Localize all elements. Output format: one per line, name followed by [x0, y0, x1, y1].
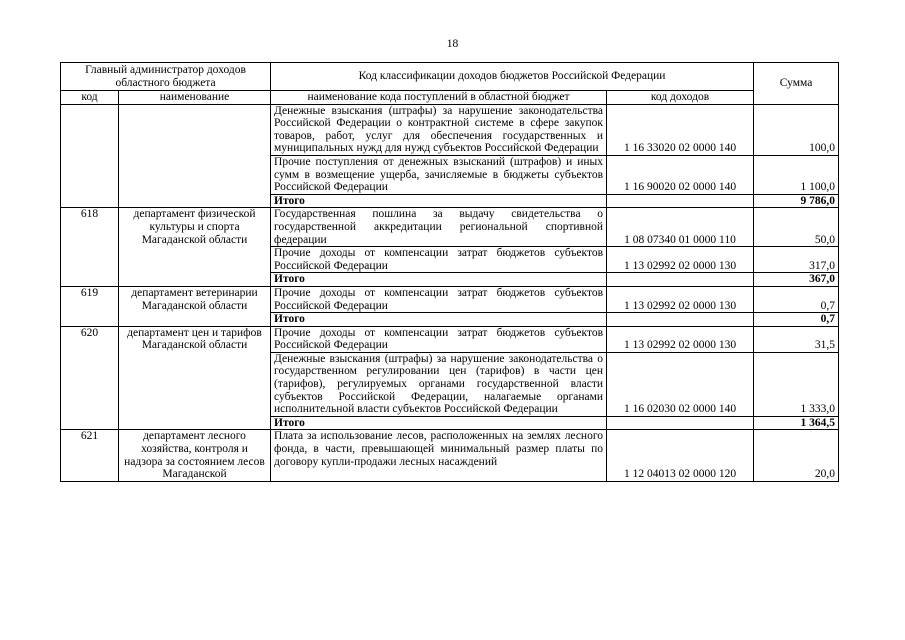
income-sum: 0,7 [754, 286, 839, 312]
header-col-name: наименование [119, 91, 271, 105]
header-sum: Сумма [754, 63, 839, 105]
admin-name: департамент цен и тарифов Магаданской области [119, 326, 271, 430]
income-sum: 1 100,0 [754, 155, 839, 194]
income-code [607, 194, 754, 208]
income-code: 1 13 02992 02 0000 130 [607, 286, 754, 312]
admin-name: департамент ветеринарии Магаданской области [119, 286, 271, 326]
table-row [61, 430, 839, 481]
income-description: Денежные взыскания (штрафы) за нарушение законодательства о государственном регулировании цен (тарифов) в части цен (тарифов), регулируемых органами государственной власти субъектов Российской Федерации, налагаемые органами исполнительной власти субъектов Российской Федерации [271, 352, 607, 416]
income-code: 1 08 07340 01 0000 110 [607, 208, 754, 247]
header-col-code: код [61, 91, 119, 105]
income-code: 1 12 04013 02 0000 120 [607, 430, 754, 481]
total-label: Итого [271, 313, 607, 327]
total-sum: 0,7 [754, 313, 839, 327]
total-sum: 367,0 [754, 273, 839, 287]
income-description: Прочие доходы от компенсации затрат бюджетов субъектов Российской Федерации [271, 247, 607, 273]
income-description: Государственная пошлина за выдачу свидетельства о государственной аккредитации региональной спортивной федерации [271, 208, 607, 247]
total-sum: 1 364,5 [754, 416, 839, 430]
income-code: 1 13 02992 02 0000 130 [607, 247, 754, 273]
income-sum: 20,0 [754, 430, 839, 481]
total-sum: 9 786,0 [754, 194, 839, 208]
admin-name: департамент лесного хозяйства, контроля и надзора за состоянием лесов Магаданской [119, 430, 271, 481]
total-label: Итого [271, 194, 607, 208]
table-row [61, 104, 839, 155]
total-label: Итого [271, 273, 607, 287]
income-code: 1 13 02992 02 0000 130 [607, 326, 754, 352]
admin-code: 619 [61, 286, 119, 326]
admin-code [61, 104, 119, 208]
admin-name [119, 104, 271, 208]
income-table [60, 62, 839, 482]
total-label: Итого [271, 416, 607, 430]
income-description: Прочие доходы от компенсации затрат бюджетов субъектов Российской Федерации [271, 326, 607, 352]
income-code [607, 416, 754, 430]
page-number: 18 [446, 38, 459, 50]
income-sum: 1 333,0 [754, 352, 839, 416]
income-code [607, 273, 754, 287]
income-sum: 317,0 [754, 247, 839, 273]
income-code: 1 16 33020 02 0000 140 [607, 104, 754, 155]
table-row [61, 208, 839, 247]
income-description: Прочие поступления от денежных взысканий (штрафов) и иных сумм в возмещение ущерба, зачисляемые в бюджеты субъектов Российской Федерации [271, 155, 607, 194]
income-sum: 31,5 [754, 326, 839, 352]
admin-code: 618 [61, 208, 119, 287]
header-col-income-name: наименование кода поступлений в областной бюджет [271, 91, 607, 105]
admin-code: 620 [61, 326, 119, 430]
income-code: 1 16 90020 02 0000 140 [607, 155, 754, 194]
header-admin-group: Главный администратор доходов областного бюджета [61, 63, 271, 91]
table-row [61, 286, 839, 312]
income-description: Плата за использование лесов, расположенных на землях лесного фонда, в части, превышающей минимальный размер платы по договору купли-продажи лесных насаждений [271, 430, 607, 481]
header-col-income-code: код доходов [607, 91, 754, 105]
admin-name: департамент физической культуры и спорта Магаданской области [119, 208, 271, 287]
income-description: Прочие доходы от компенсации затрат бюджетов субъектов Российской Федерации [271, 286, 607, 312]
table-row [61, 326, 839, 352]
table-body [61, 104, 839, 481]
header-classification-group: Код классификации доходов бюджетов Российской Федерации [271, 63, 754, 91]
income-sum: 50,0 [754, 208, 839, 247]
income-sum: 100,0 [754, 104, 839, 155]
admin-code: 621 [61, 430, 119, 481]
income-code [607, 313, 754, 327]
income-code: 1 16 02030 02 0000 140 [607, 352, 754, 416]
income-description: Денежные взыскания (штрафы) за нарушение законодательства Российской Федерации о контрактной системе в сфере закупок товаров, работ, услуг для обеспечения государственных и муниципальных нужд для нужд субъектов Российской Федерации [271, 104, 607, 155]
